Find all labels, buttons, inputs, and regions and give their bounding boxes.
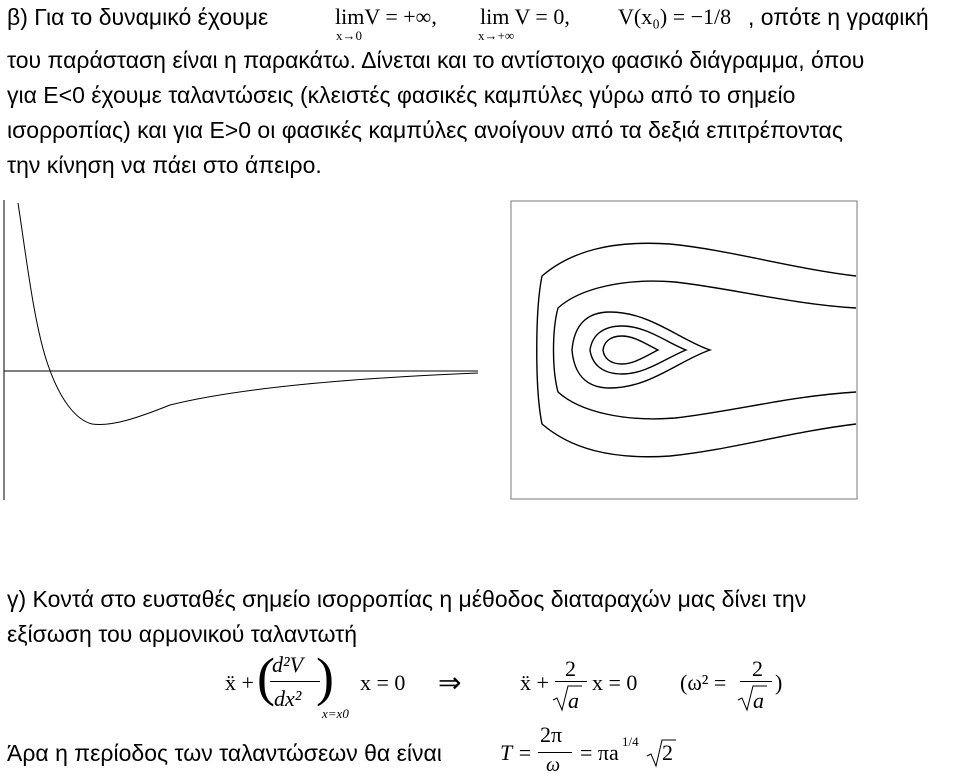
implies-arrow: ⇒ bbox=[438, 668, 462, 699]
phase-curve-closed-outer bbox=[572, 312, 710, 388]
period-exponent: 1/4 bbox=[622, 734, 639, 749]
period-denominator: ω bbox=[546, 754, 561, 776]
potential-curve bbox=[18, 203, 478, 425]
eq1-close-paren: ) bbox=[316, 647, 334, 707]
eq1-numerator: d²V bbox=[272, 652, 304, 677]
eq1-rhs: x = 0 bbox=[360, 670, 406, 695]
part-b-line2: του παράσταση είναι η παρακάτω. Δίνεται και το αντίστοιχο φασικό διάγραμμα, όπου bbox=[7, 47, 865, 73]
phase-curve-open-outer bbox=[537, 243, 856, 457]
period-text: Άρα η περίοδος των ταλαντώσεων θα είναι bbox=[7, 740, 442, 766]
part-b-line1-tail: , οπότε η γραφική bbox=[748, 4, 929, 30]
part-b-intro: β) Για το δυναμικό έχουμε bbox=[7, 4, 269, 30]
eq1-denominator: dx² bbox=[274, 686, 302, 711]
eq2-denominator: a bbox=[568, 688, 579, 713]
part-c-line2: εξίσωση του αρμονικού ταλαντωτή bbox=[7, 621, 357, 647]
limit-at-zero: limV = +∞, bbox=[335, 4, 437, 29]
omega-denominator: a bbox=[753, 688, 764, 713]
limit-at-infinity: lim V = 0, bbox=[480, 4, 570, 29]
phase-curve-open-middle bbox=[554, 281, 857, 419]
period-sqrt-argument: 2 bbox=[662, 740, 673, 765]
limit-at-infinity-subscript: x→+∞ bbox=[478, 28, 515, 43]
eq2-lhs: ẍ + bbox=[520, 670, 549, 695]
limit-at-zero-subscript: x→0 bbox=[336, 28, 362, 43]
eq1-lhs: ẍ + bbox=[225, 670, 254, 695]
part-b-line3: για E<0 έχουμε ταλαντώσεις (κλειστές φασικές καμπύλες γύρω από το σημείο bbox=[7, 82, 796, 108]
period-result: = πa bbox=[580, 740, 619, 765]
part-b-line5: την κίνηση να πάει στο άπειρο. bbox=[7, 152, 322, 178]
eq1-fraction-bar bbox=[270, 681, 320, 682]
potential-minimum: V(x₀) = −1/8 bbox=[618, 4, 732, 29]
eq2-numerator: 2 bbox=[565, 656, 576, 681]
part-b-line4: ισορροπίας) και για E>0 οι φασικές καμπύλες ανοίγουν από τα δεξιά επιτρέποντας bbox=[7, 117, 843, 143]
phase-curve-closed-inner bbox=[603, 336, 658, 364]
omega-definition-close: ) bbox=[775, 670, 783, 695]
period-T: T = bbox=[500, 740, 533, 765]
omega-fraction-bar bbox=[740, 681, 772, 682]
eq2-fraction-bar bbox=[555, 681, 587, 682]
phase-portrait bbox=[510, 200, 860, 502]
period-numerator: 2π bbox=[540, 722, 563, 747]
part-c-line1: γ) Κοντά στο ευσταθές σημείο ισορροπίας η μέθοδος διαταραχών μας δίνει την bbox=[7, 586, 807, 612]
eq1-evaluation-point: x=x0 bbox=[322, 706, 349, 721]
potential-graph bbox=[0, 195, 480, 505]
eq1-open-paren: ( bbox=[257, 647, 275, 707]
period-fraction-bar bbox=[538, 752, 572, 753]
phase-curve-closed-middle bbox=[590, 326, 686, 374]
omega-numerator: 2 bbox=[752, 656, 763, 681]
eq2-rhs: x = 0 bbox=[592, 670, 638, 695]
omega-definition-open: (ω² = bbox=[680, 670, 727, 695]
